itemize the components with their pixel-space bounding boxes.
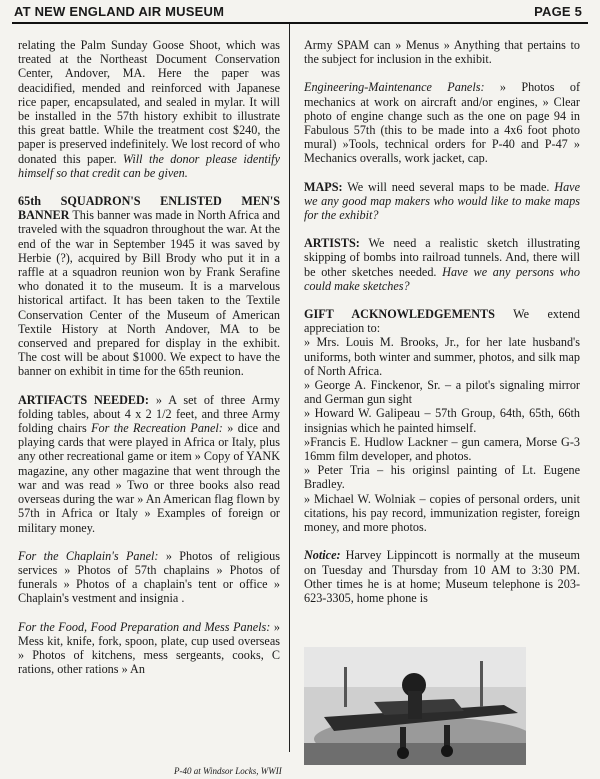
photo-caption: P-40 at Windsor Locks, WWII <box>174 766 282 776</box>
spam-paragraph: Army SPAM can » Menus » Anything that pertains to the subject for inclusion in the exhibit. <box>304 38 580 67</box>
maps-question: Have we any good map makers who would like to make maps for the exhibit? <box>304 179 580 223</box>
gifts-heading: GIFT ACKNOWLEDGEMENTS <box>304 307 495 322</box>
p40-aircraft-image <box>304 647 526 765</box>
notice-paragraph <box>304 548 580 605</box>
gift-item: » Howard W. Galipeau – 57th Group, 64th, 65th, 66th insignias which he painted himself. <box>304 406 580 435</box>
gifts-paragraph <box>304 307 580 534</box>
chaplain-paragraph <box>18 549 280 606</box>
donor-request: Will the donor please identify himself so that credit can be given. <box>18 151 280 180</box>
page-number: PAGE 5 <box>534 4 582 19</box>
food-paragraph <box>18 620 280 677</box>
engineering-paragraph <box>304 80 580 165</box>
gift-item: » George A. Finckenor, Sr. – a pilot's signaling mirror and German gun sight <box>304 378 580 407</box>
artists-heading: ARTISTS: <box>304 236 360 251</box>
gift-item: » Peter Tria – his originsl painting of Lt. Eugene Bradley. <box>304 463 580 492</box>
goose-shoot-text: relating the Palm Sunday Goose Shoot, which was treated at the Northeast Document Conservation Center, Andover, MA. Here the paper was deacidified, mended and reinforced with Japanese rice paper, encapsulated, and sealed in mylar. It will be installed in the 57th history exhibit to illustrate this great battle. While the treatment cost $240, the paper is preserved indefinitely. We lost record of who donated this paper. <box>18 38 280 166</box>
food-text: » Mess kit, knife, fork, spoon, plate, cup used overseas » Photos of kitchens, mess sergeants, cooks, C rations, other rations » An <box>18 619 281 677</box>
notice-label: Notice: <box>304 548 341 563</box>
right-column <box>304 38 580 619</box>
artists-text: We need a realistic sketch illustrating skipping of bombs into railroad tunnels. And, there will be other sketches needed. <box>304 236 580 279</box>
banner-paragraph <box>18 194 280 379</box>
chaplain-text: » Photos of religious services » Photos of 57th chaplains » Photos of funerals » Photos of a chaplain's tent or office » Chaplain's vestment and insignia . <box>18 548 280 606</box>
column-divider <box>289 24 290 752</box>
p40-photo <box>304 647 526 765</box>
artifacts-heading: ARTIFACTS NEEDED: <box>18 392 149 407</box>
page-header <box>12 2 588 24</box>
notice-text: Harvey Lippincott is normally at the museum on Tuesday and Thursday from 10 AM to 3:30 PM. Other times he is at home; Museum telephone is 203-623-3305, home phone is <box>304 548 580 605</box>
goose-shoot-paragraph <box>18 38 280 180</box>
chaplain-panel-label: For the Chaplain's Panel: <box>18 548 159 563</box>
banner-text: This banner was made in North Africa and traveled with the squadron throughout the war. At the end of the war in September 1945 it was saved by Herbie (?), acquired by Bill Brody who put it in a raffle at a squadron reunion won by Frank Serafine who donated it to the museum. It is a marvelous historical artifact. It has been taken to the Textile Conservation Center of the Museum of American Textile History at North Andover, MA to be conserved and prepared for display in the exhibit. The cost will be about $1000. We expect to have the banner on exhibit in time for the 65th reunion. <box>18 208 280 379</box>
artifacts-paragraph <box>18 393 280 535</box>
artifacts-text-a: » A set of three Army folding tables, about 4 x 2 1/2 feet, and three Army folding chairs <box>18 392 280 436</box>
banner-heading: 65th SQUADRON'S ENLISTED MEN'S BANNER <box>18 194 280 223</box>
left-column <box>18 38 280 690</box>
gifts-intro: We extend appreciation to: <box>304 307 580 336</box>
artifacts-text-b: » dice and playing cards that were played in Africa or Italy, plus any other recreational game or item » Copy of YANK magazine, any other magazine that went through the war and was read » Two or three books also read overseas during the war » An American flag flown by 57th in Africa or Italy » Examples of foreign or military money. <box>18 421 280 535</box>
gift-item: » Mrs. Louis M. Brooks, Jr., for her late husband's uniforms, both winter and summer, photos, and silk map of North Africa. <box>304 335 580 378</box>
maps-text: We will need several maps to be made. <box>342 179 555 194</box>
engineering-panel-label: Engineering-Maintenance Panels: <box>304 80 485 95</box>
engineering-text: » Photos of mechanics at work on aircraft and/or engines, » Clear photo of engine change such as the one on page 94 in Fabulous 57th (this to be made into a 4x6 foot photo mural) »Tools, technical orders for P-40 and P-47 » Mechanics overalls, work jacket, cap. <box>304 80 581 166</box>
header-title: AT NEW ENGLAND AIR MUSEUM <box>14 4 225 19</box>
artists-paragraph <box>304 236 580 293</box>
food-panel-label: For the Food, Food Preparation and Mess Panels: <box>18 619 271 634</box>
gift-item: »Francis E. Hudlow Lackner – gun camera, Morse G-3 16mm film developer, and photos. <box>304 434 580 464</box>
gift-item: » Michael W. Wolniak – copies of personal orders, unit citations, his pay record, immunization register, foreign money, and more photos. <box>304 491 580 535</box>
maps-heading: MAPS: <box>304 179 343 194</box>
recreation-panel-label: For the Recreation Panel: <box>91 421 223 436</box>
maps-paragraph <box>304 180 580 223</box>
artists-question: Have we any persons who could make sketches? <box>304 264 580 293</box>
